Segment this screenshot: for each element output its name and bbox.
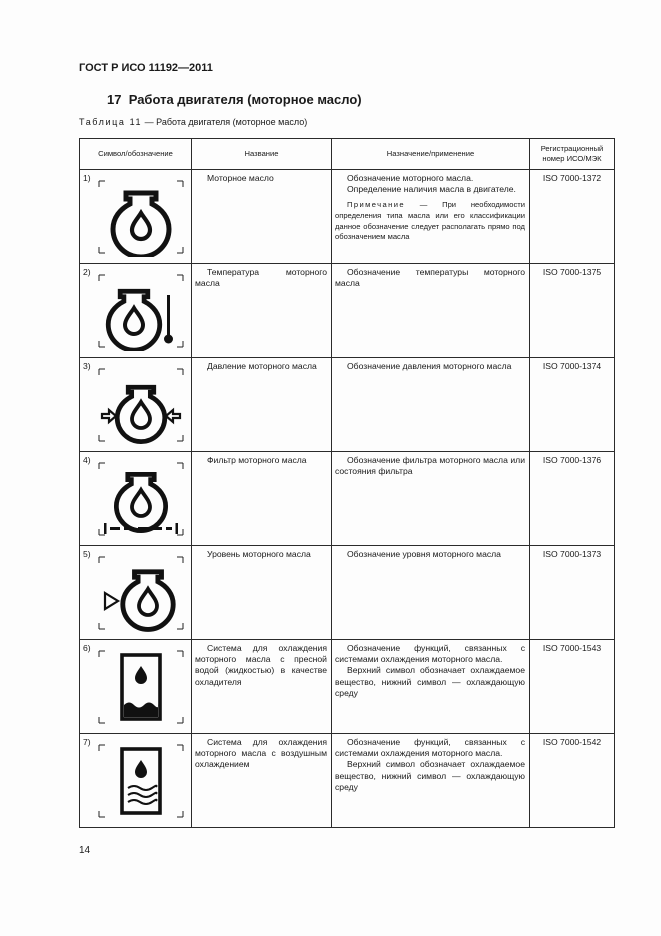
purpose-cell: Обозначение функций, связанных с системами охлаждения моторного масла. Верхний символ обозначает охлаждаемое вещество, нижний символ — охлаждающую среду <box>332 734 530 828</box>
reg-number-cell: ISO 7000-1372 <box>530 170 615 264</box>
name-cell: Уровень моторного масла <box>192 546 332 640</box>
section-title: Работа двигателя (моторное масло) <box>128 92 362 107</box>
oil-cooling-air-icon <box>96 741 186 821</box>
table-caption-text: — Работа двигателя (моторное масло) <box>142 117 308 127</box>
page-number: 14 <box>79 845 91 856</box>
symbol-cell <box>80 546 192 640</box>
table-row <box>80 640 615 734</box>
col-header-symbol: Символ/обозначение <box>80 139 192 170</box>
table-header-row <box>80 139 615 170</box>
col-header-purpose: Назначение/применение <box>332 139 530 170</box>
reg-number-cell: ISO 7000-1542 <box>530 734 615 828</box>
table-row <box>80 264 615 358</box>
symbol-cell <box>80 170 192 264</box>
reg-number-cell: ISO 7000-1375 <box>530 264 615 358</box>
table-row <box>80 452 615 546</box>
row-number: 2) <box>83 267 91 277</box>
table-row <box>80 734 615 828</box>
name-cell: Фильтр моторного масла <box>192 452 332 546</box>
row-number: 6) <box>83 643 91 653</box>
symbol-cell <box>80 358 192 452</box>
row-number: 5) <box>83 549 91 559</box>
purpose-cell: Обозначение уровня моторного масла <box>332 546 530 640</box>
row-number: 3) <box>83 361 91 371</box>
col-header-name: Название <box>192 139 332 170</box>
reg-number-cell: ISO 7000-1543 <box>530 640 615 734</box>
engine-oil-temperature-icon <box>96 271 186 351</box>
document-header: ГОСТ Р ИСО 11192—2011 <box>79 62 213 74</box>
reg-number-cell: ISO 7000-1373 <box>530 546 615 640</box>
reg-number-cell: ISO 7000-1376 <box>530 452 615 546</box>
symbol-cell <box>80 264 192 358</box>
table-row <box>80 546 615 640</box>
table-caption-label: Таблица 11 <box>79 117 143 127</box>
purpose-cell: Обозначение моторного масла. Определение наличия масла в двигателе. Примечание — При необходимости определения типа масла или его классификации данное обозначение следует располагать прямо под обозначением масла <box>332 170 530 264</box>
engine-oil-filter-icon <box>96 459 186 539</box>
symbols-table <box>79 138 615 828</box>
engine-oil-level-icon <box>96 553 186 633</box>
table-row <box>80 170 615 264</box>
name-cell: Система для охлаждения моторного масла с воздушным охлаждением <box>192 734 332 828</box>
col-header-reg: Регистрационный номер ИСО/МЭК <box>530 139 615 170</box>
oil-cooling-liquid-icon <box>96 647 186 727</box>
purpose-cell: Обозначение температуры моторного масла <box>332 264 530 358</box>
row-number: 4) <box>83 455 91 465</box>
section-heading <box>107 92 362 107</box>
section-number: 17 <box>107 92 122 107</box>
row-number: 7) <box>83 737 91 747</box>
symbol-cell <box>80 452 192 546</box>
engine-oil-icon <box>96 177 186 257</box>
note: Примечание — При необходимости определения типа масла или его классификации данное обозначение следует располагать прямо под обозначением масла <box>335 200 525 242</box>
name-cell: Давление моторного масла <box>192 358 332 452</box>
reg-number-cell: ISO 7000-1374 <box>530 358 615 452</box>
purpose-cell: Обозначение давления моторного масла <box>332 358 530 452</box>
purpose-cell: Обозначение функций, связанных с системами охлаждения моторного масла. Верхний символ обозначает охлаждаемое вещество, нижний символ — охлаждающую среду <box>332 640 530 734</box>
name-cell: Температура моторного масла <box>192 264 332 358</box>
table-row <box>80 358 615 452</box>
engine-oil-pressure-icon <box>96 365 186 445</box>
row-number: 1) <box>83 173 91 183</box>
table-caption <box>79 117 307 127</box>
name-cell: Моторное масло <box>192 170 332 264</box>
purpose-cell: Обозначение фильтра моторного масла или состояния фильтра <box>332 452 530 546</box>
symbol-cell <box>80 734 192 828</box>
name-cell: Система для охлаждения моторного масла с пресной водой (жидкостью) в качестве охладителя <box>192 640 332 734</box>
symbol-cell <box>80 640 192 734</box>
